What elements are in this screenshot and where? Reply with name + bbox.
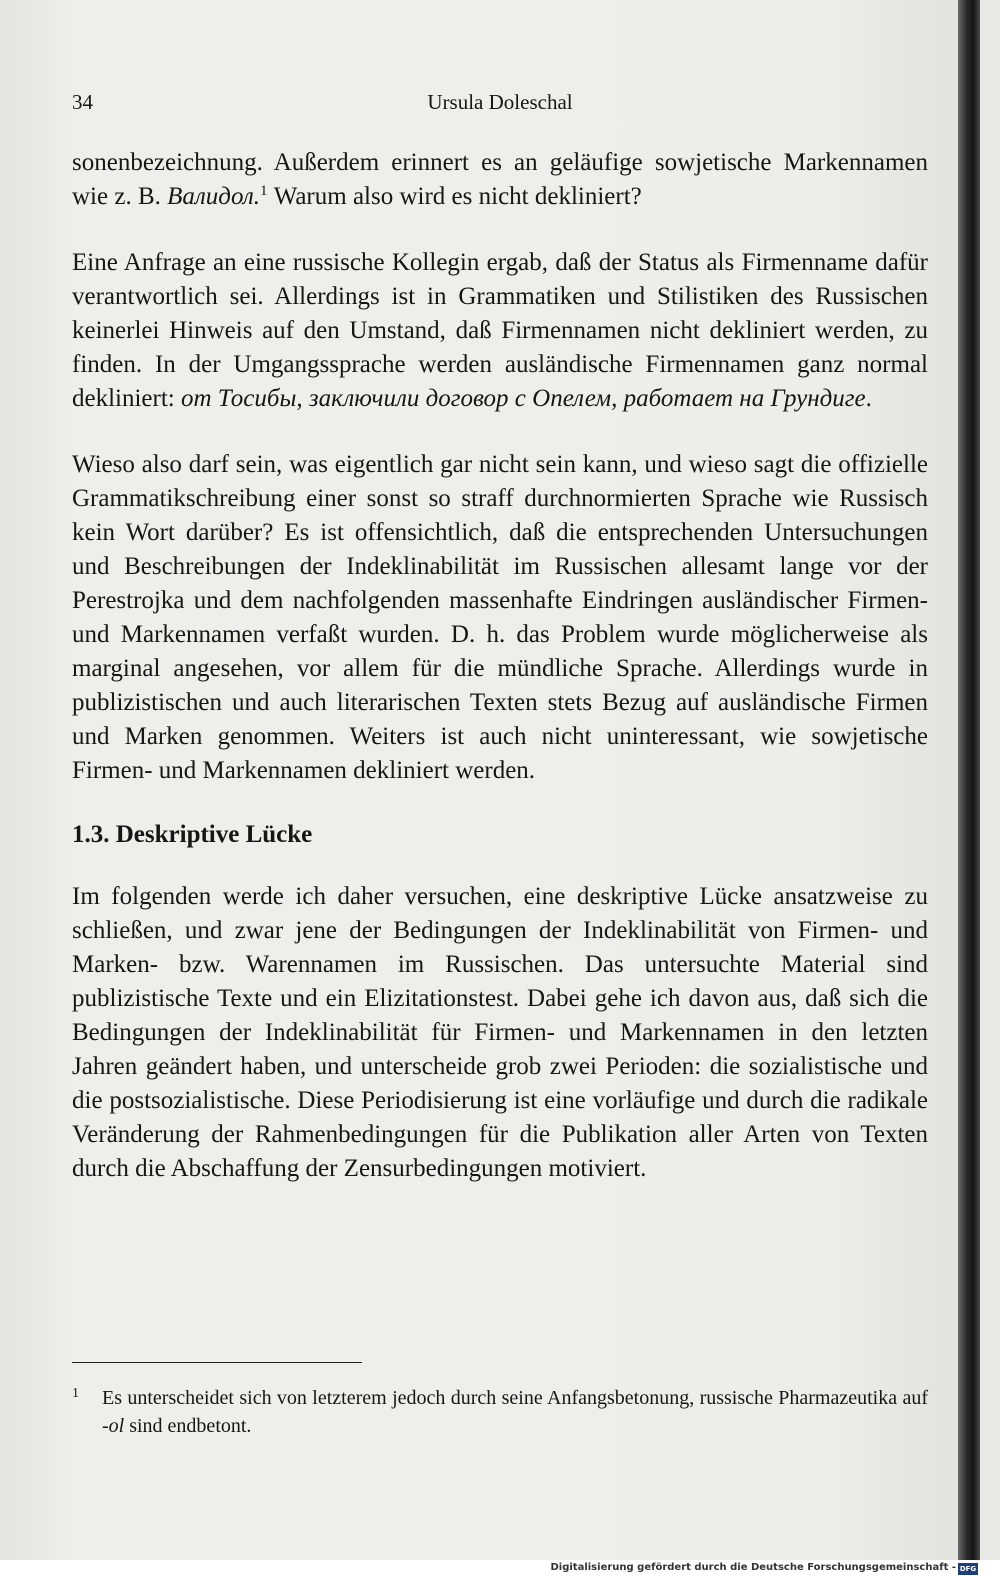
running-head: Ursula Doleschal: [427, 90, 573, 114]
paragraph-4: Im folgenden werde ich daher versuchen, eine deskriptive Lücke ansatzweise zu schließen, und zwar jene der Bedingungen der Indeklinabilität von Firmen- und Marken- bzw. Warennamen im Russischen. Das untersuchte Material sind publizistische Texte und ein Elizitationstest. Dabei gehe ich davon aus, daß sich die Bedingungen der Indeklinabilität für Firmen- und Markennamen in den letzten Jahren geändert haben, und unterscheide grob zwei Perioden: die sozialistische und die postsozialistische. Diese Periodisierung ist eine vorläufige und durch die radikale Veränderung der Rahmenbedingungen für die Publikation aller Arten von Texten durch die Abschaffung der Zensurbedingungen motiviert.: [72, 883, 928, 1182]
digitization-credit: Digitalisierung gefördert durch die Deutsche Forschungsgemeinschaft -: [550, 1562, 956, 1573]
footnote: [72, 1384, 928, 1440]
body-text: [72, 146, 928, 1186]
section-heading: 1.3. Deskriptive Lücke: [72, 821, 313, 848]
footnote-text-end: sind endbetont.: [124, 1415, 252, 1437]
footnote-italic: -ol: [102, 1415, 125, 1437]
paragraph-2-text-end: .: [865, 385, 872, 412]
footnote-text: [102, 1384, 928, 1440]
footnote-divider: [72, 1362, 362, 1363]
book-spine-shadow: [958, 0, 980, 1560]
paragraph-1-text-end: Warum also wird es nicht dekliniert?: [267, 183, 642, 210]
footnote-reference: 1: [259, 183, 268, 199]
footnote-text-start: Es unterscheidet sich von letzterem jedoch durch seine Anfangsbetonung, russische Pharmazeutika auf: [102, 1387, 928, 1409]
paragraph-1: [72, 146, 928, 214]
dfg-logo: DFG: [959, 1565, 977, 1573]
paragraph-2-italic-examples: от Тосибы, заключили договор с Опелем, работает на Грундиге: [181, 385, 866, 412]
footnote-mark: 1: [72, 1386, 79, 1401]
paragraph-1-text: sonenbezeichnung. Außerdem erinnert es an geläufige sowjetische Markennamen wie z. B.: [72, 149, 928, 210]
paragraph-2: [72, 246, 928, 416]
page-number: 34: [72, 90, 93, 114]
page-header: [72, 90, 928, 120]
paragraph-2-text: Eine Anfrage an eine russische Kollegin ergab, daß der Status als Firmenname dafür verantwortlich sei. Allerdings ist in Grammatiken und Stilistiken des Russischen keinerlei Hinweis auf den Umstand, daß Firmennamen nicht dekliniert werden, zu finden. In der Umgangssprache werden ausländische Firmennamen ganz normal dekliniert:: [72, 249, 928, 412]
paragraph-3: Wieso also darf sein, was eigentlich gar nicht sein kann, und wieso sagt die offizielle Grammatikschreibung einer sonst so straff durchnormierten Sprache wie Russisch kein Wort darüber? Es ist offensichtlich, daß die entsprechenden Untersuchungen und Beschreibungen der Indeklinabilität im Russischen allesamt lange vor der Perestrojka und dem nachfolgenden massenhafte Eindringen ausländischer Firmen- und Markennamen verfaßt wurden. D. h. das Problem wurde möglicherweise als marginal angesehen, vor allem für die mündliche Sprache. Allerdings wurde in publizistischen und auch literarischen Texten stets Bezug auf ausländische Firmen und Marken genommen. Weiters ist auch nicht uninteressant, wie sowjetische Firmen- und Markennamen dekliniert werden.: [72, 451, 928, 784]
paragraph-1-italic: Валидол.: [167, 183, 260, 210]
